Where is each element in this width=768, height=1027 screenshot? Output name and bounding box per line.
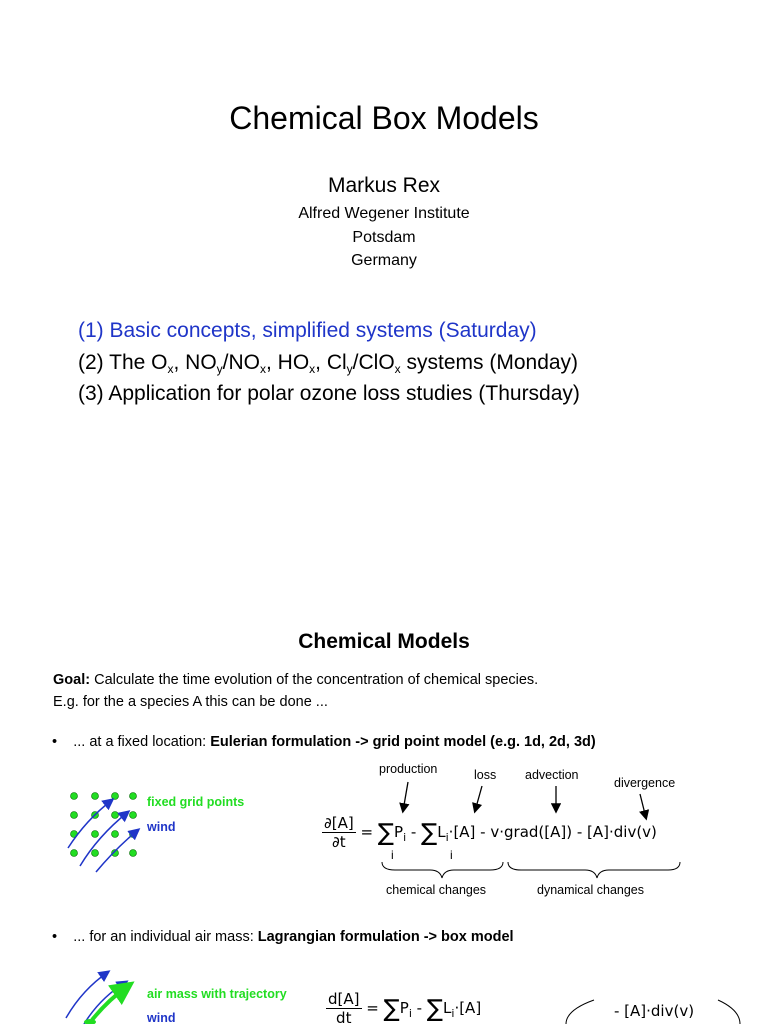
annotation-loss: loss [474, 768, 497, 782]
annotation-advection: advection [525, 768, 579, 782]
slide-title: Chemical Box Models [229, 100, 539, 136]
sum-index-production: i [391, 848, 394, 862]
eulerian-equation: $\frac{\partial[A]}{\partial t}$ = $\sum P_i - \sum L_i\cdot[A]$ - v·grad([A]) - [A]·div(v) [324, 814, 657, 851]
wind-arrows [68, 800, 138, 872]
side-term-bracket-left [566, 1000, 594, 1024]
side-term-bracket-right [718, 1000, 740, 1024]
affiliation-country: Germany [351, 252, 417, 269]
eulerian-bullet: • ... at a fixed location: Eulerian formulation -> grid point model (e.g. 1d, 2d, 3d) [52, 734, 596, 750]
label-wind-lagrangian: wind [147, 1011, 176, 1025]
slide2-title: Chemical Models [298, 630, 470, 653]
label-chemical-changes: chemical changes [386, 883, 487, 897]
lagrangian-side-term: - [A]·div(v) [614, 1002, 695, 1020]
affiliation-institute: Alfred Wegener Institute [298, 205, 470, 222]
agenda-item-1: (1) Basic concepts, simplified systems (Saturday) [78, 319, 537, 342]
example-line: E.g. for the a species A this can be done ... [53, 694, 328, 710]
curly-braces [382, 862, 680, 878]
sum-index-loss: i [450, 848, 453, 862]
label-dynamical-changes: dynamical changes [537, 883, 645, 897]
label-air-mass-trajectory: air mass with trajectory [147, 987, 287, 1001]
agenda-item-3: (3) Application for polar ozone loss studies (Thursday) [78, 382, 580, 405]
annotation-production: production [379, 762, 438, 776]
lagrangian-equation: $\frac{d[A]}{dt}$ = $\sum P_i - \sum L_i\cdot[A]$ [328, 990, 482, 1027]
lagrangian-bullet: • ... for an individual air mass: Lagrangian formulation -> box model [52, 929, 514, 945]
agenda-item-2: (2) The $O_x$, $NO_y/NO_x$, $HO_x$, $Cl_y/ClO_x$ systems (Monday) [78, 351, 579, 376]
affiliation-city: Potsdam [352, 229, 416, 246]
grid-points [71, 793, 137, 857]
author-name: Markus Rex [327, 174, 441, 197]
annotation-divergence: divergence [614, 776, 676, 790]
annotation-arrows [403, 782, 646, 818]
goal-line: Goal: Calculate the time evolution of the concentration of chemical species. [53, 672, 539, 688]
trajectory-arrows [66, 972, 128, 1024]
label-wind: wind [147, 820, 176, 834]
label-fixed-grid-points: fixed grid points [147, 795, 245, 809]
